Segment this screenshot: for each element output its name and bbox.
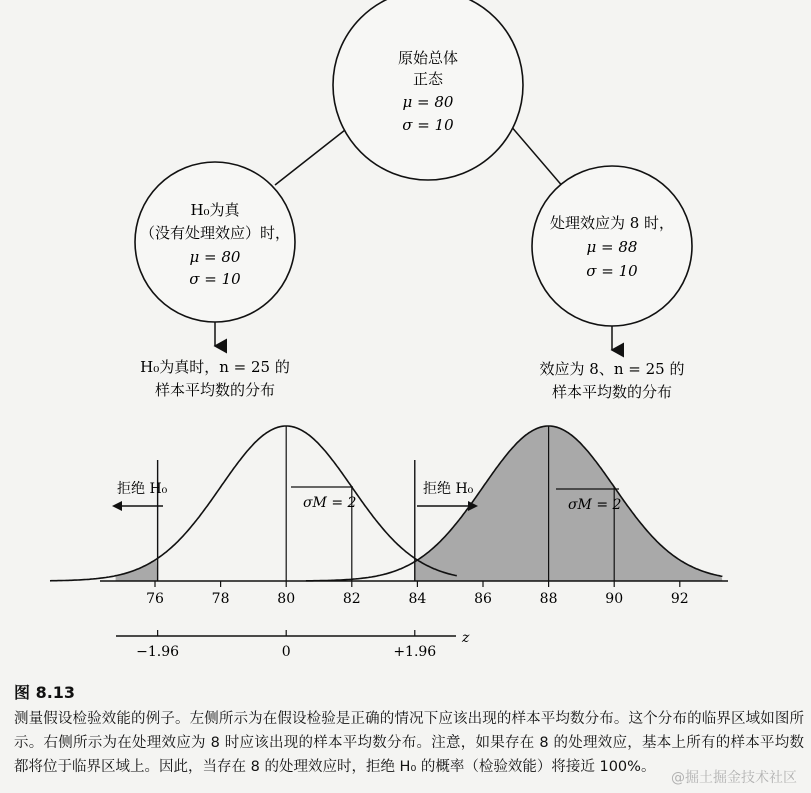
null-curve <box>50 426 457 581</box>
null-sd: σ = 10 <box>189 270 241 288</box>
effect-line1: 处理效应为 8 时， <box>549 214 675 232</box>
connector-left <box>275 130 345 185</box>
population-circle <box>333 0 523 180</box>
sigma-left-label: σM = 2 <box>303 495 357 511</box>
z-tick-label: −1.96 <box>136 644 180 660</box>
null-mean: μ = 80 <box>189 248 241 266</box>
figure-number: 图 8.13 <box>14 683 76 702</box>
x-tick-label: 86 <box>474 591 492 607</box>
caption-text: 测量假设检验效能的例子。左侧所示为在假设检验是正确的情况下应该出现的样本平均数分布。这个分布的临界区域如图所示。右侧所示为在处理效应为 8 时应该出现的样本平均数分布。注意，如果存在 8 的处理效应，基本上所有的样本平均数都将位于临界区域上。因此，当存在 8 的处理效应时，拒绝 H₀ 的概率（检验效能）将接近 100%。 <box>14 711 804 775</box>
left-dist-label-1: H₀为真时，n = 25 的 <box>140 358 290 376</box>
reject-left-arrow <box>112 501 163 511</box>
figure-caption <box>14 680 804 779</box>
population-line1: 原始总体 <box>397 49 459 67</box>
effect-sd: σ = 10 <box>586 262 638 280</box>
critical-region-shading <box>116 426 723 581</box>
reject-left-label: 拒绝 H₀ <box>117 481 168 497</box>
effect-mean: μ = 88 <box>586 238 638 256</box>
z-tick-label: 0 <box>281 644 291 660</box>
sample-mean-axis <box>100 581 728 607</box>
sigma-right-label: σM = 2 <box>568 497 622 513</box>
reject-right-label: 拒绝 H₀ <box>423 481 474 497</box>
right-dist-label-1: 效应为 8、n = 25 的 <box>539 360 685 378</box>
x-tick-label: 80 <box>277 591 296 607</box>
right-dist-label-2: 样本平均数的分布 <box>551 383 673 401</box>
x-tick-label: 84 <box>408 591 427 607</box>
x-tick-label: 92 <box>670 591 689 607</box>
watermark: @掘土掘金技术社区 <box>671 770 797 786</box>
null-line1: H₀为真 <box>190 201 240 219</box>
population-line2: 正态 <box>412 70 444 88</box>
x-tick-label: 76 <box>146 591 164 607</box>
population-sd: σ = 10 <box>402 116 454 134</box>
null-circle <box>135 162 295 322</box>
z-tick-label: +1.96 <box>393 644 437 660</box>
null-line2: （没有处理效应）时， <box>139 224 291 242</box>
x-tick-label: 88 <box>539 591 558 607</box>
z-score-axis <box>116 630 456 660</box>
x-tick-label: 90 <box>605 591 624 607</box>
population-mean: μ = 80 <box>402 93 454 111</box>
left-dist-label-2: 样本平均数的分布 <box>154 381 276 399</box>
x-tick-label: 82 <box>342 591 361 607</box>
z-axis-label: z <box>462 630 470 646</box>
reject-right-arrow <box>417 501 478 511</box>
x-tick-label: 78 <box>211 591 230 607</box>
